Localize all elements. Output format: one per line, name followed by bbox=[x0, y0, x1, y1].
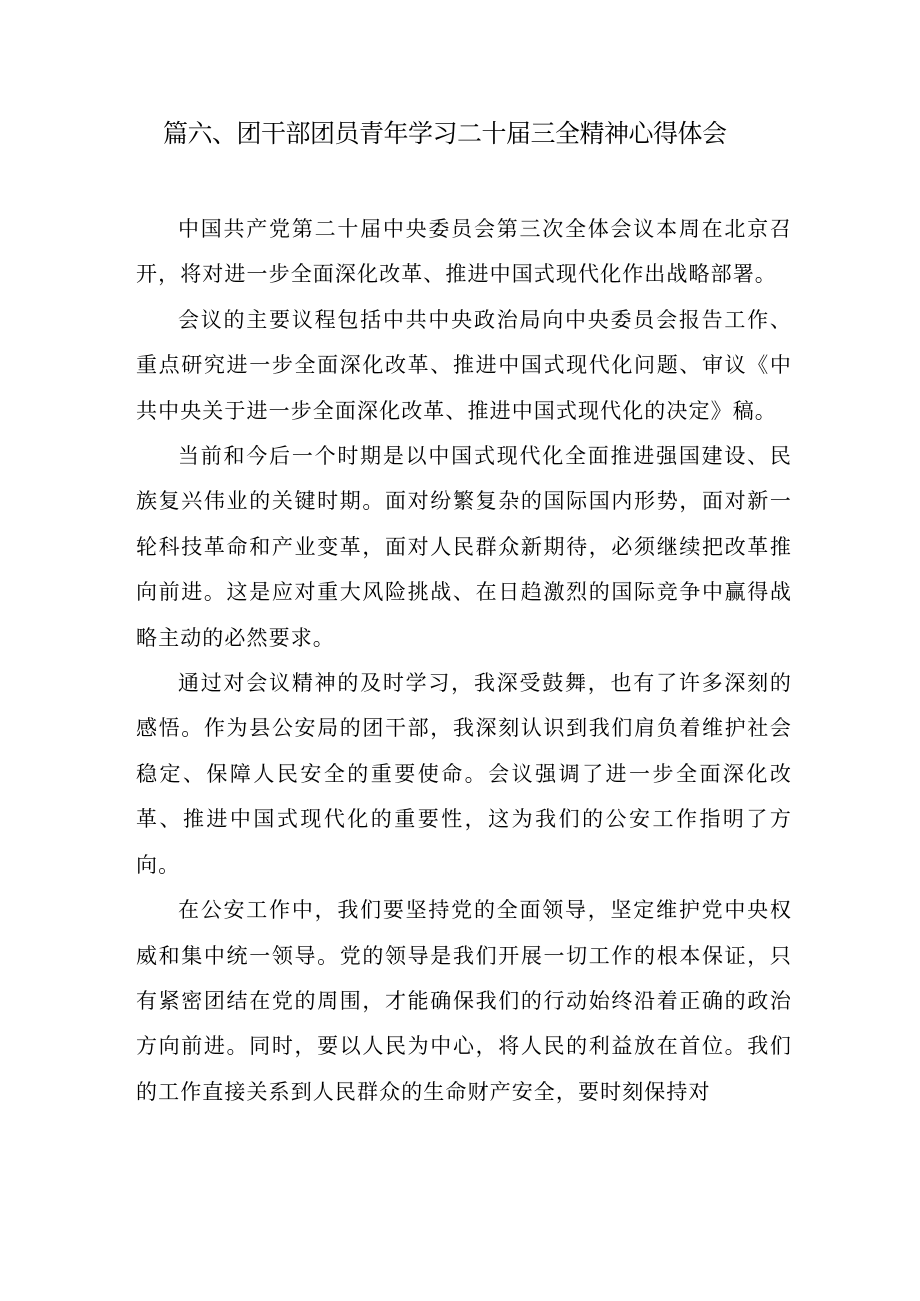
paragraph-4: 通过对会议精神的及时学习，我深受鼓舞，也有了许多深刻的感悟。作为县公安局的团干部，我深刻认识到我们肩负着维护社会稳定、保障人民安全的重要使命。会议强调了进一步全面深化改革、推进中国式现代化的重要性，这为我们的公安工作指明了方向。 bbox=[136, 671, 792, 877]
paragraph-3: 当前和今后一个时期是以中国式现代化全面推进强国建设、民族复兴伟业的关键时期。面对纷繁复杂的国际国内形势，面对新一轮科技革命和产业变革，面对人民群众新期待，必须继续把改革推向前进。这是应对重大风险挑战、在日趋激烈的国际竞争中赢得战略主动的必然要求。 bbox=[136, 444, 792, 650]
paragraph-2: 会议的主要议程包括中共中央政治局向中央委员会报告工作、重点研究进一步全面深化改革、推进中国式现代化问题、审议《中共中央关于进一步全面深化改革、推进中国式现代化的决定》稿。 bbox=[136, 307, 792, 423]
document-title: 篇六、团干部团员青年学习二十届三全精神心得体会 bbox=[163, 119, 727, 148]
paragraph-1: 中国共产党第二十届中央委员会第三次全体会议本周在北京召开，将对进一步全面深化改革、推进中国式现代化作出战略部署。 bbox=[136, 217, 792, 287]
document-body bbox=[136, 207, 792, 1115]
paragraph-5: 在公安工作中，我们要坚持党的全面领导，坚定维护党中央权威和集中统一领导。党的领导是我们开展一切工作的根本保证，只有紧密团结在党的周围，才能确保我们的行动始终沿着正确的政治方向前进。同时，要以人民为中心，将人民的利益放在首位。我们的工作直接关系到人民群众的生命财产安全，要时刻保持对 bbox=[136, 898, 792, 1104]
